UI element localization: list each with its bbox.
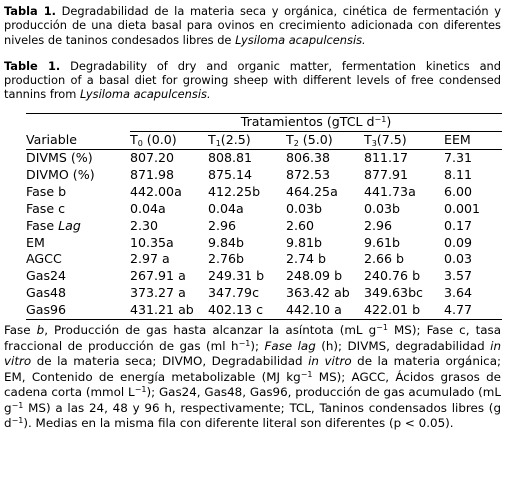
- variable-cell: Gas96: [26, 302, 67, 318]
- caption-spanish: [4, 4, 501, 47]
- table-row: [26, 201, 502, 218]
- treatment-value-cell: 431.21 ab: [130, 302, 194, 318]
- treatment-value-cell: 2.76b: [208, 251, 245, 267]
- treatment-value-cell: 441.73a: [364, 183, 416, 199]
- treatment-value-cell: 267.91 a: [130, 268, 186, 284]
- table-row: [26, 150, 502, 167]
- group-header-row: [26, 114, 502, 131]
- eem-cell: 8.11: [444, 166, 473, 182]
- treatment-value-cell: 422.01 b: [364, 302, 421, 318]
- treatment-value-cell: 10.35a: [130, 234, 174, 250]
- column-header-t0: $T_0$ (0.0): [130, 132, 177, 149]
- treatment-value-cell: 811.17: [364, 150, 409, 166]
- variable-cell: Fase Lag: [26, 217, 81, 233]
- treatment-value-cell: 2.66 b: [364, 251, 405, 267]
- treatment-value-cell: 442.10 a: [286, 302, 342, 318]
- treatment-value-cell: 0.03b: [286, 200, 323, 216]
- table-footnote: Fase b, Producción de gas hasta alcanzar la asíntota (mL $g^{-1}$ MS); Fase c, tasa fraccional de producción de gas (ml $h^{-1}$); Fase lag (h); DIVMS, degradabilidad in vitro de la materia seca; DIVMO, Degradabilidad in vitro de la materia orgánica; EM, Contenido de energía metabolizable (MJ $kg^{-1}$ MS); AGCC, Ácidos grasos de cadena corta (mmol $L^{-1}$); Gas24, Gas48, Gas96, producción de gas acumulado (mL $g^{-1}$ MS) a las 24, 48 y 96 h, respectivamente; TCL, Taninos condensados libres (g $d^{-1}$). Medias en la misma fila con diferente literal son diferentes (p < 0.05).: [4, 323, 501, 431]
- treatment-value-cell: 875.14: [208, 166, 253, 182]
- treatment-value-cell: 240.76 b: [364, 268, 421, 284]
- variable-cell: AGCC: [26, 251, 62, 267]
- caption-spanish-label: Tabla 1.: [4, 4, 56, 18]
- treatment-value-cell: 2.60: [286, 217, 315, 233]
- treatment-value-cell: 464.25a: [286, 183, 338, 199]
- treatment-value-cell: 349.63bc: [364, 285, 423, 301]
- table-row: [26, 268, 502, 285]
- column-header-t1: $T_1(2.5)$: [208, 132, 251, 149]
- column-header-t3: $T_3(7.5)$: [364, 132, 407, 149]
- eem-cell: 4.77: [444, 302, 473, 318]
- treatment-value-cell: 2.97 a: [130, 251, 170, 267]
- caption-spanish-species: Lysiloma acapulcensis.: [235, 32, 366, 47]
- variable-cell: EM: [26, 234, 45, 250]
- variable-cell: DIVMO (%): [26, 166, 95, 182]
- eem-cell: 3.64: [444, 285, 473, 301]
- column-header-row: [26, 132, 502, 150]
- eem-cell: 7.31: [444, 150, 473, 166]
- variable-cell: DIVMS (%): [26, 150, 93, 166]
- caption-spanish-text: Degradabilidad de la materia seca y orgánica, cinética de fermentación y producción de una dieta basal para ovinos en crecimiento adicionada con diferentes niveles de taninos condesados libres de: [4, 4, 501, 47]
- treatment-value-cell: 363.42 ab: [286, 285, 350, 301]
- treatment-value-cell: 871.98: [130, 166, 175, 182]
- column-header-t2: $T_2$ (5.0): [286, 132, 333, 149]
- treatments-header-sup: −1: [374, 115, 387, 125]
- eem-cell: 3.57: [444, 268, 473, 284]
- caption-english-species: Lysiloma acapulcensis.: [79, 87, 211, 102]
- table-row: [26, 251, 502, 268]
- treatment-value-cell: 402.13 c: [208, 302, 263, 318]
- treatments-header-text: Tratamientos (gTCL d: [240, 114, 375, 130]
- variable-cell: Gas24: [26, 268, 67, 284]
- treatment-value-cell: 2.96: [364, 217, 393, 233]
- table-row: [26, 235, 502, 252]
- variable-cell: Fase b: [26, 183, 67, 199]
- table-bottom-rule: [26, 320, 502, 321]
- eem-cell: 0.001: [444, 200, 481, 216]
- treatment-value-cell: 9.81b: [286, 234, 323, 250]
- treatment-value-cell: 249.31 b: [208, 268, 265, 284]
- caption-english-label: Table 1.: [4, 58, 61, 73]
- data-table: [26, 113, 502, 320]
- treatment-value-cell: 877.91: [364, 166, 409, 182]
- treatment-value-cell: 412.25b: [208, 183, 261, 199]
- data-table-wrapper: [26, 113, 502, 320]
- treatment-value-cell: 9.84b: [208, 234, 245, 250]
- caption-english: [4, 59, 501, 102]
- treatments-header-close: ): [386, 114, 392, 130]
- table-row: [26, 302, 502, 319]
- variable-cell: Gas48: [26, 285, 67, 301]
- treatment-value-cell: 806.38: [286, 150, 331, 166]
- treatment-value-cell: 9.61b: [364, 234, 401, 250]
- treatment-value-cell: 0.03b: [364, 200, 401, 216]
- treatment-value-cell: 808.81: [208, 150, 253, 166]
- treatment-value-cell: 347.79c: [208, 285, 259, 301]
- treatments-group-header: [130, 114, 502, 131]
- treatment-value-cell: 807.20: [130, 150, 175, 166]
- table-row: [26, 218, 502, 235]
- treatment-value-cell: 2.30: [130, 217, 159, 233]
- column-header-variable: Variable: [26, 131, 77, 147]
- treatment-value-cell: 2.96: [208, 217, 237, 233]
- caption-english-text: Degradability of dry and organic matter, fermentation kinetics and production of a basal diet for growing sheep with different levels of free condensed tannins from: [4, 58, 501, 102]
- treatment-value-cell: 2.74 b: [286, 251, 327, 267]
- eem-cell: 0.03: [444, 251, 473, 267]
- treatment-value-cell: 0.04a: [130, 200, 166, 216]
- treatment-value-cell: 442.00a: [130, 183, 182, 199]
- table-row: [26, 184, 502, 201]
- eem-cell: 0.09: [444, 234, 473, 250]
- table-row: [26, 167, 502, 184]
- eem-cell: 6.00: [444, 183, 473, 199]
- table-row: [26, 285, 502, 302]
- treatment-value-cell: 872.53: [286, 166, 331, 182]
- treatment-value-cell: 0.04a: [208, 200, 244, 216]
- treatment-value-cell: 373.27 a: [130, 285, 186, 301]
- eem-cell: 0.17: [444, 217, 473, 233]
- treatment-value-cell: 248.09 b: [286, 268, 343, 284]
- variable-cell: Fase c: [26, 200, 66, 216]
- column-header-eem: EEM: [444, 132, 471, 148]
